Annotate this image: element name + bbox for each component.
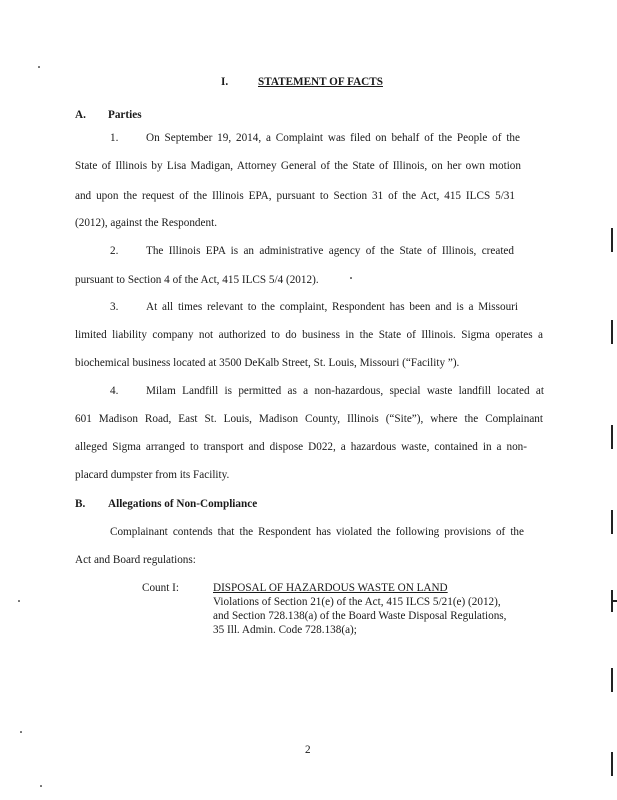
paragraph-3-line: biochemical business located at 3500 DeKalb Street, St. Louis, Missouri (“Facility ”). xyxy=(75,357,460,369)
scan-speck xyxy=(38,66,40,68)
margin-change-bar xyxy=(611,668,613,692)
margin-change-bar xyxy=(611,425,613,449)
section-number: I. xyxy=(221,76,229,88)
paragraph-1-line: State of Illinois by Lisa Madigan, Attorney General of the State of Illinois, on her own motion xyxy=(75,160,521,172)
scan-speck xyxy=(20,731,22,733)
page-number: 2 xyxy=(305,744,311,756)
paragraph-1-number: 1. xyxy=(110,132,119,144)
paragraph-1-line: On September 19, 2014, a Complaint was filed on behalf of the People of the xyxy=(146,132,520,144)
count-title: DISPOSAL OF HAZARDOUS WASTE ON LAND xyxy=(213,582,448,594)
paragraph-2-line: pursuant to Section 4 of the Act, 415 ILCS 5/4 (2012). xyxy=(75,274,319,286)
margin-change-bar xyxy=(611,752,613,776)
margin-change-tick xyxy=(611,600,617,602)
paragraph-4-number: 4. xyxy=(110,385,119,397)
subsection-b-label: B. xyxy=(75,498,86,510)
paragraph-4-line: placard dumpster from its Facility. xyxy=(75,469,230,481)
scan-speck xyxy=(18,600,20,602)
paragraph-5-line: Complainant contends that the Respondent has violated the following provisions of the xyxy=(110,526,524,538)
paragraph-1-line: and upon the request of the Illinois EPA, pursuant to Section 31 of the Act, 415 ILCS 5/31 xyxy=(75,190,515,202)
paragraph-4-line: alleged Sigma arranged to transport and dispose D022, a hazardous waste, contained in a non- xyxy=(75,441,527,453)
paragraph-3-line: limited liability company not authorized to do business in the State of Illinois. Sigma operates a xyxy=(75,329,543,341)
subsection-a-title: Parties xyxy=(108,109,142,121)
count-detail-line: 35 Ill. Admin. Code 728.138(a); xyxy=(213,624,357,636)
scan-speck xyxy=(40,785,42,787)
paragraph-2-number: 2. xyxy=(110,245,119,257)
paragraph-2-line: The Illinois EPA is an administrative agency of the State of Illinois, created xyxy=(146,245,514,257)
count-detail-line: and Section 728.138(a) of the Board Waste Disposal Regulations, xyxy=(213,610,507,622)
subsection-a-label: A. xyxy=(75,109,86,121)
paragraph-1-line: (2012), against the Respondent. xyxy=(75,217,217,229)
scan-speck xyxy=(350,277,352,279)
margin-change-bar xyxy=(611,228,613,252)
paragraph-4-line: Milam Landfill is permitted as a non-hazardous, special waste landfill located at xyxy=(146,385,544,397)
paragraph-3-line: At all times relevant to the complaint, Respondent has been and is a Missouri xyxy=(146,301,518,313)
count-detail-line: Violations of Section 21(e) of the Act, 415 ILCS 5/21(e) (2012), xyxy=(213,596,501,608)
subsection-b-title: Allegations of Non-Compliance xyxy=(108,498,258,510)
count-label: Count I: xyxy=(142,582,179,594)
margin-change-bar xyxy=(611,320,613,344)
margin-change-bar xyxy=(611,510,613,534)
paragraph-5-line: Act and Board regulations: xyxy=(75,554,196,566)
section-title: STATEMENT OF FACTS xyxy=(258,76,383,88)
paragraph-3-number: 3. xyxy=(110,301,119,313)
paragraph-4-line: 601 Madison Road, East St. Louis, Madison County, Illinois (“Site”), where the Complainant xyxy=(75,413,543,425)
